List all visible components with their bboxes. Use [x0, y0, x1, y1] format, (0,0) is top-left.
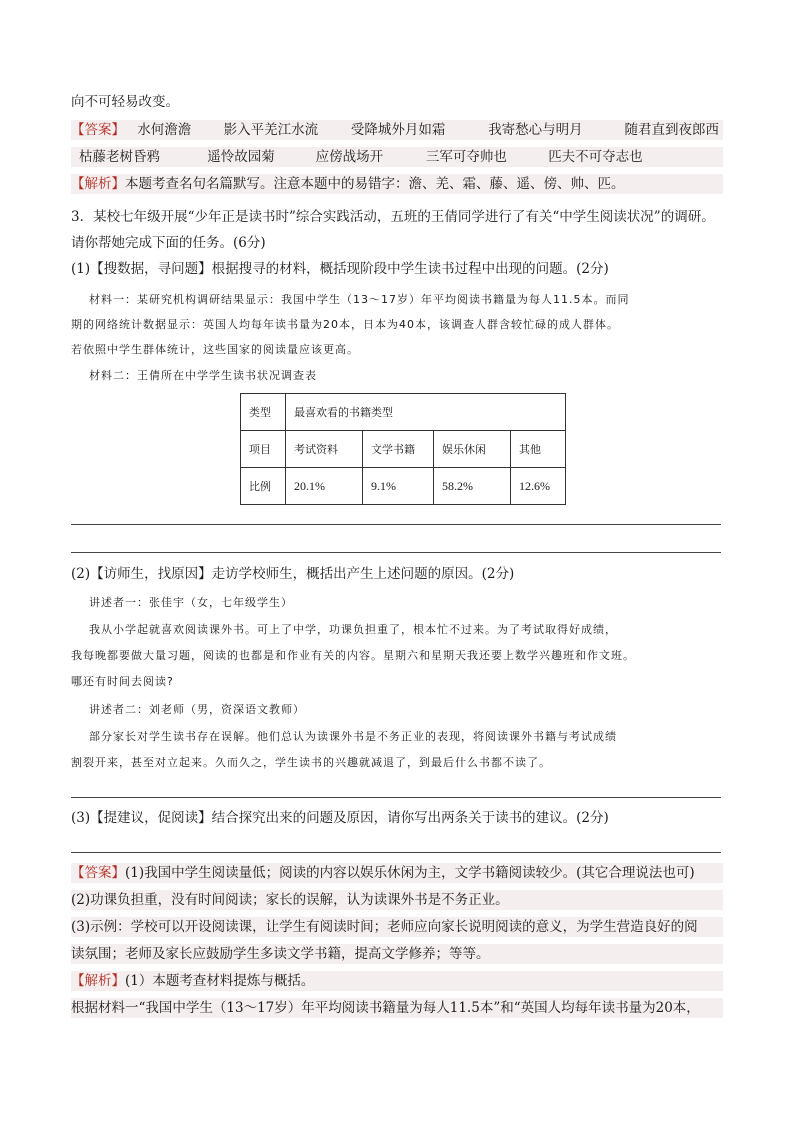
- sub2-num: (2): [71, 566, 91, 582]
- sub3-title: 【提建议，促阅读】: [90, 810, 212, 826]
- answer-item: 匹夫不可夺志也: [548, 149, 643, 165]
- q3-analysis-line2: 根据材料一“我国中学生（13～17岁）年平均阅读书籍量为每人11.5本”和“英国人均每年读书量为20本，: [71, 998, 723, 1018]
- q3-sub1: [71, 259, 723, 279]
- analysis-text: 本题考查名句名篇默写。注意本题中的易错字：澹、羌、霜、藤、遥、傍、帅、匹。: [125, 176, 625, 192]
- speaker1-line3: 哪还有时间去阅读?: [71, 675, 174, 688]
- answer-item: 受降城外月如霜: [350, 122, 446, 138]
- table-cell: 58.2%: [434, 468, 511, 505]
- table-cell: 考试资料: [286, 431, 363, 468]
- answer-blank-line[interactable]: [71, 797, 721, 798]
- q3-stem-line2: 请你帮她完成下面的任务。(6分): [71, 235, 266, 251]
- q2-answer-row2: [71, 147, 723, 167]
- sub3-text: 结合探究出来的问题及原因，请你写出两条关于读书的建议。(2分): [211, 810, 609, 826]
- answer-blank-line[interactable]: [71, 552, 721, 553]
- answer-item: 随君直到夜郎西: [624, 122, 719, 138]
- q2-tail-text: 向不可轻易改变。: [71, 94, 179, 110]
- table-row: [241, 431, 566, 468]
- answer-blank-line[interactable]: [71, 524, 721, 525]
- speaker2-title: 讲述者二：刘老师（男，资深语文教师）: [89, 703, 305, 716]
- q3-answer-line2: (2)功课负担重，没有时间阅读；家长的误解，认为读课外书是不务正业。: [71, 890, 723, 910]
- q3-stem-line1: 3．某校七年级开展“少年正是读书时”综合实践活动，五班的王倩同学进行了有关“中学生阅读状况”的调研。: [71, 209, 715, 225]
- q2-answer-row1: [71, 120, 723, 140]
- material1-line2: 期的网络统计数据显示：英国人均每年读书量为20本，日本为40本，该调查人群含较忙碌的成人群体。: [71, 318, 619, 331]
- table-cell: 项目: [241, 431, 286, 468]
- material2-title: 材料二：王倩所在中学学生读书状况调查表: [89, 369, 317, 382]
- answer-item: 我寄愁心与明月: [488, 122, 583, 138]
- table-cell: 比例: [241, 468, 286, 505]
- table-cell: 20.1%: [286, 468, 363, 505]
- answer-label: 【答案】: [71, 865, 125, 881]
- sub1-text: 根据搜寻的材料，概括现阶段中学生读书过程中出现的问题。(2分): [211, 261, 609, 277]
- answer-text: (1)我国中学生阅读量低；阅读的内容以娱乐休闲为主，文学书籍阅读较少。(其它合理说法也可): [125, 865, 695, 881]
- table-cell: 娱乐休闲: [434, 431, 511, 468]
- q2-analysis: [71, 174, 723, 194]
- analysis-label: 【解析】: [71, 973, 125, 989]
- speaker1-line1: 我从小学起就喜欢阅读课外书。可上了中学，功课负担重了，根本忙不过来。为了考试取得好成绩，: [89, 623, 617, 636]
- analysis-text: (1）本题考查材料提炼与概括。: [125, 973, 315, 989]
- q3-analysis: [71, 971, 723, 991]
- speaker1-title: 讲述者一：张佳宇（女，七年级学生）: [89, 596, 293, 609]
- sub1-title: 【搜数据，寻问题】: [90, 261, 212, 277]
- table-cell: 9.1%: [363, 468, 434, 505]
- table-cell: 最喜欢看的书籍类型: [286, 394, 566, 431]
- table-cell: 类型: [241, 394, 286, 431]
- speaker2-line1: 部分家长对学生读书存在误解。他们总认为读课外书是不务正业的表现，将阅读课外书籍与考试成绩: [89, 730, 617, 743]
- analysis-label: 【解析】: [71, 176, 125, 192]
- table-row: [241, 468, 566, 505]
- answer-label: 【答案】: [71, 122, 125, 138]
- speaker2-line2: 割裂开来，甚至对立起来。久而久之，学生读书的兴趣就减退了，到最后什么书都不读了。: [71, 756, 551, 769]
- answer-item: 影入平羌江水流: [223, 122, 319, 138]
- q3-sub3: [71, 808, 723, 828]
- answer-item: 应傍战场开: [315, 149, 384, 165]
- q3-sub2: [71, 564, 723, 584]
- sub3-num: (3): [71, 810, 91, 826]
- q3-answer-line4: 读氛围；老师及家长应鼓励学生多读文学书籍，提高文学修养；等等。: [71, 944, 723, 964]
- q3-answer-line1: [71, 863, 723, 883]
- sub1-num: (1): [71, 261, 91, 277]
- answer-item: 枯藤老树昏鸦: [79, 149, 160, 165]
- table-row: [241, 394, 566, 431]
- table-cell: 12.6%: [511, 468, 566, 505]
- answer-item: 遥怜故园菊: [207, 149, 275, 165]
- q3-answer-line3: (3)示例：学校可以开设阅读课，让学生有阅读时间；老师应向家长说明阅读的意义，为学生营造良好的阅: [71, 917, 723, 937]
- survey-table: [240, 393, 566, 505]
- table-cell: 其他: [511, 431, 566, 468]
- sub2-text: 走访学校师生，概括出产生上述问题的原因。(2分): [211, 566, 515, 582]
- answer-item: 水何澹澹: [137, 122, 192, 138]
- sub2-title: 【访师生，找原因】: [90, 566, 212, 582]
- answer-item: 三军可夺帅也: [425, 149, 507, 165]
- material1-line3: 若依照中学生群体统计，这些国家的阅读量应该更高。: [71, 343, 359, 356]
- speaker1-line2: 我每晚都要做大量习题，阅读的也都是和作业有关的内容。星期六和星期天我还要上数学兴趣班和作文班。: [71, 649, 635, 662]
- table-cell: 文学书籍: [363, 431, 434, 468]
- answer-blank-line[interactable]: [71, 852, 721, 853]
- material1-line1: 材料一：某研究机构调研结果显示：我国中学生（13～17岁）年平均阅读书籍量为每人11.5本。而同: [89, 293, 630, 306]
